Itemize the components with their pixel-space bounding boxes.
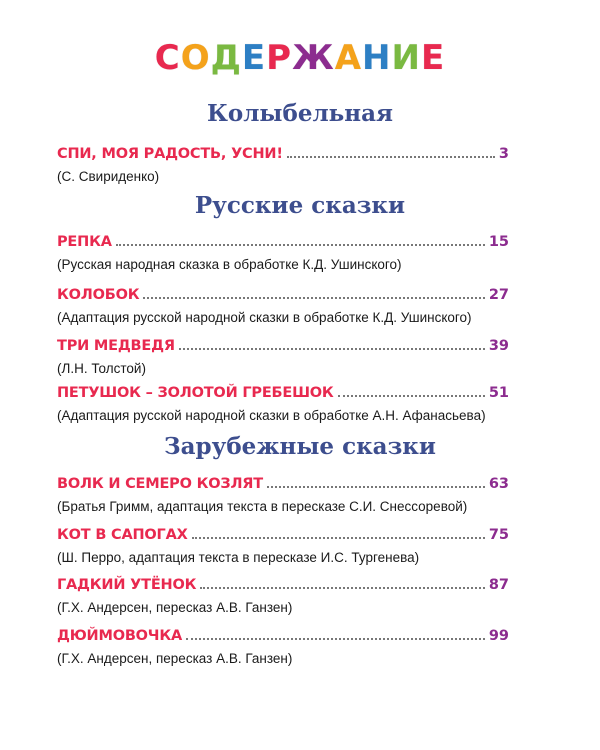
entry-title: ТРИ МЕДВЕДЯ — [57, 338, 175, 354]
title-letter: И — [391, 38, 421, 78]
entry-page-number: 63 — [488, 476, 509, 492]
entry-page-number: 51 — [488, 385, 509, 401]
entry-title: ДЮЙМОВОЧКА — [57, 628, 182, 644]
entry-title: ПЕТУШОК – ЗОЛОТОЙ ГРЕБЕШОК — [57, 385, 334, 401]
entry-title: ВОЛК И СЕМЕРО КОЗЛЯТ — [57, 476, 263, 492]
dot-leader — [287, 156, 495, 158]
section-heading-lullaby: Колыбельная — [206, 100, 394, 127]
dot-leader — [116, 244, 485, 246]
entry-page-number: 27 — [488, 287, 509, 303]
entry-page-number: 3 — [498, 146, 509, 162]
entry-title: КОЛОБОК — [57, 287, 140, 303]
entry-title: ГАДКИЙ УТЁНОК — [57, 577, 197, 593]
toc-entry[interactable] — [57, 527, 509, 565]
entry-page-number: 75 — [488, 527, 509, 543]
page-title — [0, 38, 600, 78]
entry-title: РЕПКА — [57, 234, 112, 250]
entry-page-number: 87 — [488, 577, 509, 593]
title-letter: Н — [362, 38, 392, 78]
title-letter: Е — [420, 38, 446, 78]
toc-entry[interactable] — [57, 338, 509, 376]
toc-entry[interactable] — [57, 146, 509, 184]
entry-credit: (С. Свириденко) — [57, 169, 160, 184]
dot-leader — [192, 537, 485, 539]
entry-credit: (Г.Х. Андерсен, пересказ А.В. Ганзен) — [57, 651, 293, 666]
section-heading-foreign-tales: Зарубежные сказки — [164, 433, 436, 460]
dot-leader — [267, 486, 485, 488]
dot-leader — [186, 638, 485, 640]
entry-title: СПИ, МОЯ РАДОСТЬ, УСНИ! — [57, 146, 283, 162]
dot-leader — [179, 348, 485, 350]
title-letter: А — [334, 38, 363, 78]
title-letter: Е — [241, 38, 267, 78]
title-letter: С — [154, 38, 181, 78]
entry-page-number: 39 — [488, 338, 509, 354]
entry-credit: (Русская народная сказка в обработке К.Д. Ушинского) — [57, 257, 402, 272]
dot-leader — [143, 297, 484, 299]
entry-credit: (Адаптация русской народной сказки в обработке К.Д. Ушинского) — [57, 310, 472, 325]
entry-page-number: 99 — [488, 628, 509, 644]
entry-credit: (Адаптация русской народной сказки в обработке А.Н. Афанасьева) — [57, 408, 486, 423]
toc-entry[interactable] — [57, 385, 509, 423]
title-letter: Р — [266, 38, 293, 78]
toc-entry[interactable] — [57, 287, 509, 325]
entry-title: КОТ В САПОГАХ — [57, 527, 188, 543]
toc-entry[interactable] — [57, 628, 509, 666]
dot-leader — [338, 395, 485, 397]
entry-credit: (Братья Гримм, адаптация текста в пересказе С.И. Снессоревой) — [57, 499, 468, 514]
title-letter: Д — [210, 38, 242, 78]
entry-credit: (Г.Х. Андерсен, пересказ А.В. Ганзен) — [57, 600, 293, 615]
title-letter: Ж — [292, 38, 335, 78]
title-letter: О — [180, 38, 211, 78]
toc-entry[interactable] — [57, 476, 509, 514]
dot-leader — [200, 587, 485, 589]
toc-entry[interactable] — [57, 234, 509, 272]
entry-credit: (Л.Н. Толстой) — [57, 361, 146, 376]
entry-page-number: 15 — [488, 234, 509, 250]
section-heading-russian-tales: Русские сказки — [194, 192, 406, 219]
entry-credit: (Ш. Перро, адаптация текста в пересказе И.С. Тургенева) — [57, 550, 420, 565]
toc-entry[interactable] — [57, 577, 509, 615]
